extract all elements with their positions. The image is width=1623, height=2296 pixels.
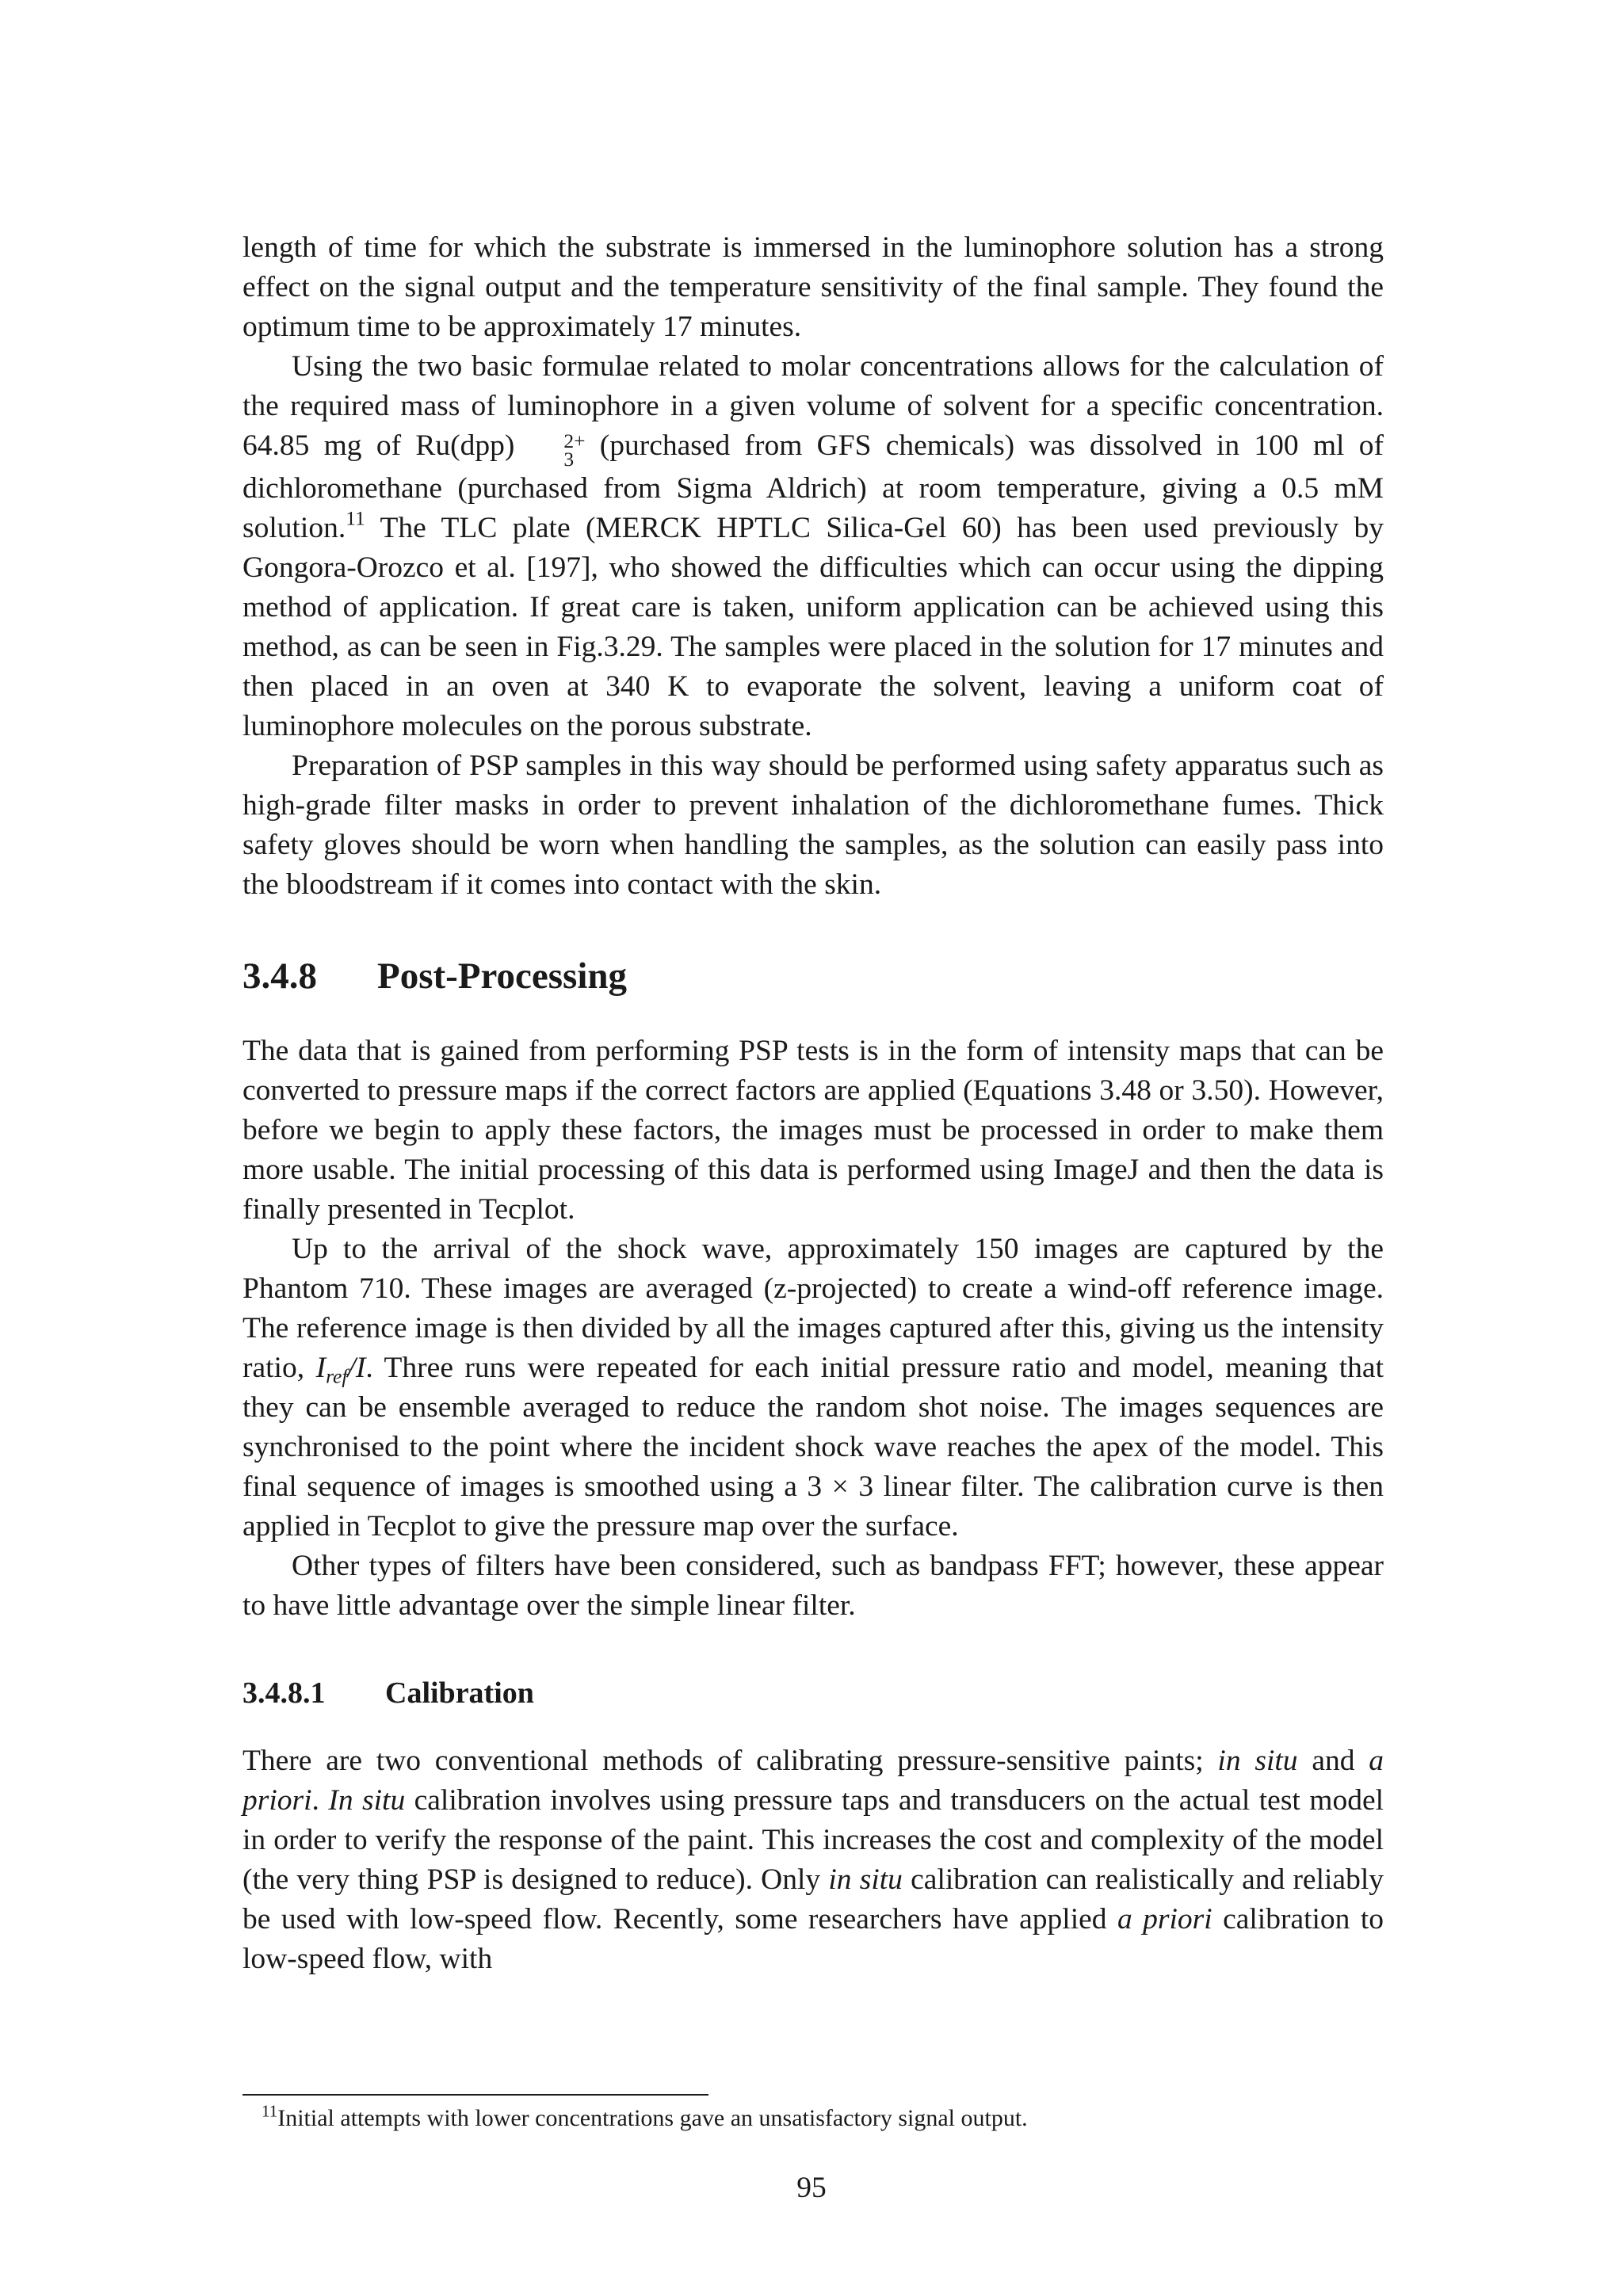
p7-italic-5: a priori [1117,1902,1212,1936]
paragraph-1: length of time for which the substrate is immersed in the luminophore solution has a strong effect on the signal output and the temperature sensitivity of the final sample. They found the optimum time to be approximately 17 minutes. [242,231,1384,343]
charge-superscript: 2+ [563,429,586,453]
paragraph-2 [242,347,1384,746]
intensity-symbol: I [315,1351,327,1384]
paragraph-6: Other types of filters have been considered, such as bandpass FFT; however, these appear to have little advantage over the simple linear filter. [242,1549,1384,1622]
paragraph-3: Preparation of PSP samples in this way should be performed using safety apparatus such as high-grade filter masks in order to prevent inhalation of the dichloromethane fumes. Thick safety gloves should be worn when handling the samples, as the solution can easily pass into the bloodstream if it comes into contact with the skin. [242,749,1384,901]
paragraph-4: The data that is gained from performing PSP tests is in the form of intensity maps that can be converted to pressure maps if the correct factors are applied (Equations 3.48 or 3.50). However, before we begin to apply these factors, the images must be processed in order to make them more usable. The initial processing of this data is performed using ImageJ and then the data is finally presented in Tecplot. [242,1034,1384,1226]
footnote-text: Initial attempts with lower concentrations gave an unsatisfactory signal output. [277,2105,1028,2131]
p5-text-b: . Three runs were repeated for each initial pressure ratio and model, meaning that they can be ensemble averaged to reduce the random shot noise. The images sequences are synchronised to the point where the incident shock wave reaches the apex of the model. This final sequence of images is smoothed using a 3 × 3 linear filter. The calibration curve is then applied in Tecplot to give the pressure map over the surface. [242,1351,1384,1543]
p2-text-b: (purchased from GFS chemicals) was dissolved in 100 ml of dichloromethane (purchased from Sigma Aldrich) at room temperature, giving a 0.5 mM solution. [242,429,1384,544]
footnote-ref[interactable]: 11 [346,506,365,530]
paragraph-7 [242,1741,1384,1979]
footnote [262,2103,1387,2134]
p7-italic-4: in situ [828,1863,903,1896]
p5-text-a: Up to the arrival of the shock wave, approximately 150 images are captured by the Phantom 710. These images are averaged (z-projected) to create a wind-off reference image. The reference image is then divided by all the images captured after this, giving us the intensity ratio, [242,1232,1384,1384]
section-heading [242,954,1384,998]
p7-italic-1: in situ [1217,1744,1298,1777]
p2-text-a: Using the two basic formulae related to molar concentrations allows for the calculation of the required mass of luminophore in a given volume of solvent for a specific concentration. 64.85 mg of Ru(dpp) [242,350,1384,462]
paragraph-5 [242,1230,1384,1547]
section-title: Post-Processing [377,955,628,997]
footnote-rule [242,2094,708,2096]
footnote-mark: 11 [262,2101,278,2121]
ru-dpp-script [514,429,586,471]
p2-text-c: The TLC plate (MERCK HPTLC Silica-Gel 60) has been used previously by Gongora-Orozco et al. [197], who showed the difficulties which can occur using the dipping method of application. If great care is taken, uniform application can be achieved using this method, as can be seen in Fig.3.29. The samples were placed in the solution for 17 minutes and then placed in an oven at 340 K to evaporate the solvent, leaving a uniform coat of luminophore molecules on the porous substrate. [242,511,1384,742]
section-number: 3.4.8 [242,955,317,997]
p7-text-b: and [1297,1744,1369,1777]
intensity-divisor: /I [347,1351,366,1384]
p7-text-a: There are two conventional methods of calibrating pressure-sensitive paints; [242,1744,1218,1777]
p7-text-e: calibration can realistically and reliably be used with low-speed flow. Recently, some researchers have applied [242,1863,1384,1936]
p7-italic-2: a priori [242,1744,1384,1817]
subsection-title: Calibration [385,1676,534,1710]
body-text [242,228,1384,1979]
p7-text-c: . [311,1783,329,1817]
subsection-heading [242,1673,1384,1713]
subsection-number: 3.4.8.1 [242,1676,326,1710]
ref-subscript: ref [326,1364,348,1388]
count-subscript: 3 [563,448,575,471]
p7-text-f: calibration to low-speed flow, with [242,1902,1384,1975]
page-number: 95 [796,2172,827,2204]
p7-italic-3: In situ [328,1783,406,1817]
p7-text-d: calibration involves using pressure taps and transducers on the actual test model in order to verify the response of the paint. This increases the cost and complexity of the model (the very thing PSP is designed to reduce). Only [242,1783,1384,1896]
